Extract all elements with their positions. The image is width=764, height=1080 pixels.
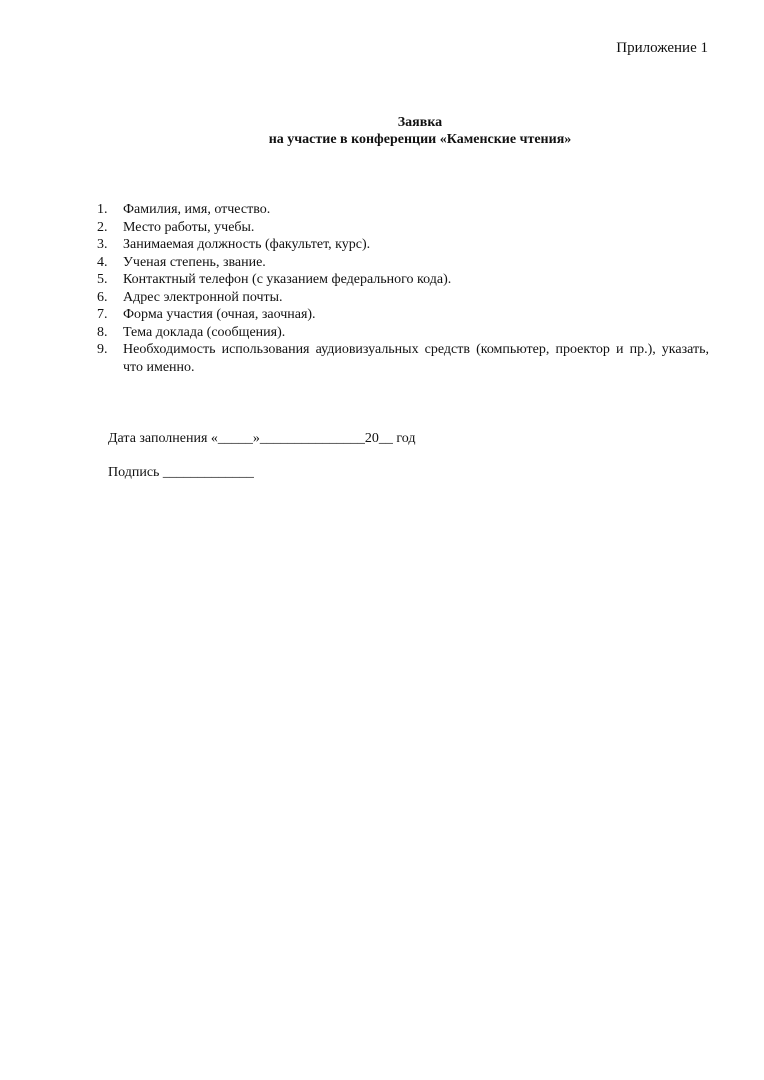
item-text: Тема доклада (сообщения). — [123, 324, 286, 340]
list-item — [97, 236, 709, 254]
item-number: 4. — [97, 254, 108, 270]
list-item — [97, 271, 709, 289]
signature-label: Подпись — [108, 465, 160, 480]
signature-blank: _____________ — [162, 465, 254, 480]
item-number: 9. — [97, 342, 108, 357]
list-item — [97, 341, 709, 376]
item-number: 7. — [97, 307, 108, 322]
application-fields-list — [97, 201, 709, 376]
list-item — [97, 324, 709, 342]
item-text: Контактный телефон (с указанием федерального кода). — [123, 272, 452, 287]
item-number: 2. — [97, 219, 108, 235]
list-item — [97, 219, 709, 237]
list-item — [97, 306, 709, 324]
fill-date-line: Дата заполнения «_____»_______________20__ год — [108, 431, 416, 446]
title-line-2: на участие в конференции «Каменские чтения» — [268, 132, 572, 147]
item-number: 3. — [97, 237, 108, 252]
item-number: 5. — [97, 272, 108, 287]
list-item — [97, 289, 709, 307]
signature-line — [108, 465, 254, 481]
item-number: 1. — [97, 202, 108, 217]
item-text: Ученая степень, звание. — [123, 254, 266, 270]
item-text: Адрес электронной почты. — [123, 289, 283, 305]
list-item — [97, 201, 709, 219]
item-text: Занимаемая должность (факультет, курс). — [123, 237, 371, 252]
document-title — [0, 114, 764, 148]
item-text: Место работы, учебы. — [123, 219, 255, 235]
item-number: 8. — [97, 324, 108, 340]
title-line-1: Заявка — [397, 115, 443, 130]
item-text: Необходимость использования аудиовизуальных средств (компьютер, проектор и пр.), указать, что именно. — [123, 342, 709, 375]
item-text: Форма участия (очная, заочная). — [123, 307, 316, 322]
item-number: 6. — [97, 289, 108, 305]
appendix-label: Приложение 1 — [616, 40, 708, 56]
item-text: Фамилия, имя, отчество. — [123, 202, 271, 217]
list-item — [97, 254, 709, 272]
